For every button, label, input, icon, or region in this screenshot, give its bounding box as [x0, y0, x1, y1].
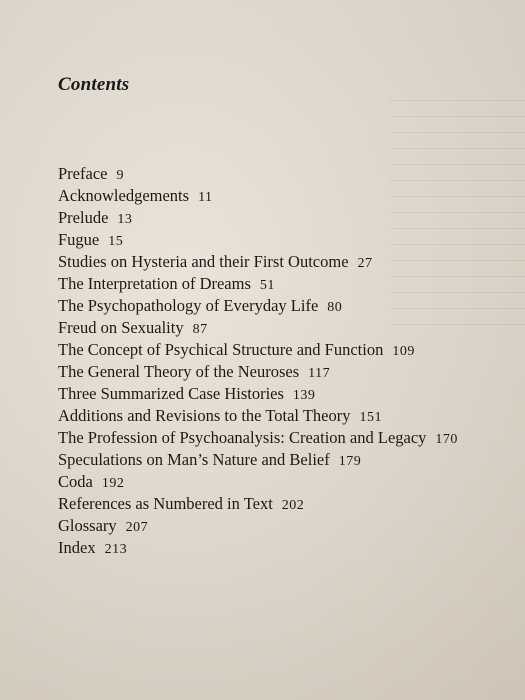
toc-entry [58, 471, 518, 493]
toc-entry-page: 202 [281, 498, 305, 513]
toc-entry-page: 11 [198, 190, 213, 205]
toc-entry [58, 207, 518, 229]
toc-entry-title: The Psychopathology of Everyday Life [58, 296, 319, 315]
toc-entry-title: References as Numbered in Text [58, 494, 273, 513]
toc-entry-title: Preface [58, 164, 108, 183]
toc-entry [58, 339, 518, 361]
toc-entry-title: The General Theory of the Neuroses [58, 362, 300, 381]
toc-entry [58, 515, 518, 537]
toc-entry-page: 9 [116, 168, 124, 183]
toc-entry-page: 15 [108, 234, 124, 249]
toc-entry [58, 383, 518, 405]
toc-entry-page: 117 [308, 366, 331, 381]
toc-entry-page: 192 [101, 476, 125, 491]
toc-entry-page: 170 [435, 432, 458, 447]
toc-entry-title: The Profession of Psychoanalysis: Creation and Legacy [58, 428, 427, 447]
toc-entry-title: Additions and Revisions to the Total Theory [58, 406, 351, 425]
toc-entry-title: Acknowledgements [58, 186, 190, 205]
toc-entry [58, 427, 518, 449]
toc-entry-page: 207 [125, 520, 149, 535]
toc-entry-title: Prelude [58, 208, 109, 227]
toc-entry [58, 185, 518, 207]
toc-entry-page: 27 [357, 256, 373, 271]
toc-entry-title: Speculations on Man’s Nature and Belief [58, 450, 330, 469]
toc-entry-title: Index [58, 538, 96, 557]
toc-entry [58, 537, 518, 559]
toc-entry-page: 139 [292, 388, 316, 403]
toc-entry [58, 405, 518, 427]
toc-entry-page: 51 [259, 278, 275, 293]
toc-entry-title: The Interpretation of Dreams [58, 274, 251, 293]
toc-entry [58, 163, 518, 185]
toc-entry-page: 179 [338, 454, 362, 469]
toc-entry [58, 361, 518, 383]
toc-entry-title: Studies on Hysteria and their First Outcome [58, 252, 349, 271]
toc-entry-page: 80 [327, 300, 343, 315]
toc-entry [58, 493, 518, 515]
toc-entry [58, 295, 518, 317]
page-title: Contents [58, 74, 130, 95]
toc-entry [58, 251, 518, 273]
toc-entry-page: 109 [392, 344, 415, 359]
toc-entry-page: 13 [117, 212, 133, 227]
toc-entry-title: Glossary [58, 516, 117, 535]
toc-entry-title: Freud on Sexuality [58, 318, 184, 337]
toc-entry [58, 229, 518, 251]
toc-entry [58, 273, 518, 295]
toc-entry [58, 317, 518, 339]
table-of-contents [58, 163, 518, 559]
toc-entry [58, 449, 518, 471]
toc-entry-page: 87 [192, 322, 208, 337]
toc-entry-title: Three Summarized Case Histories [58, 384, 284, 403]
toc-entry-title: Fugue [58, 230, 100, 249]
toc-entry-title: The Concept of Psychical Structure and Function [58, 340, 384, 359]
toc-entry-title: Coda [58, 472, 93, 491]
toc-entry-page: 151 [359, 410, 382, 425]
toc-entry-page: 213 [104, 542, 128, 557]
